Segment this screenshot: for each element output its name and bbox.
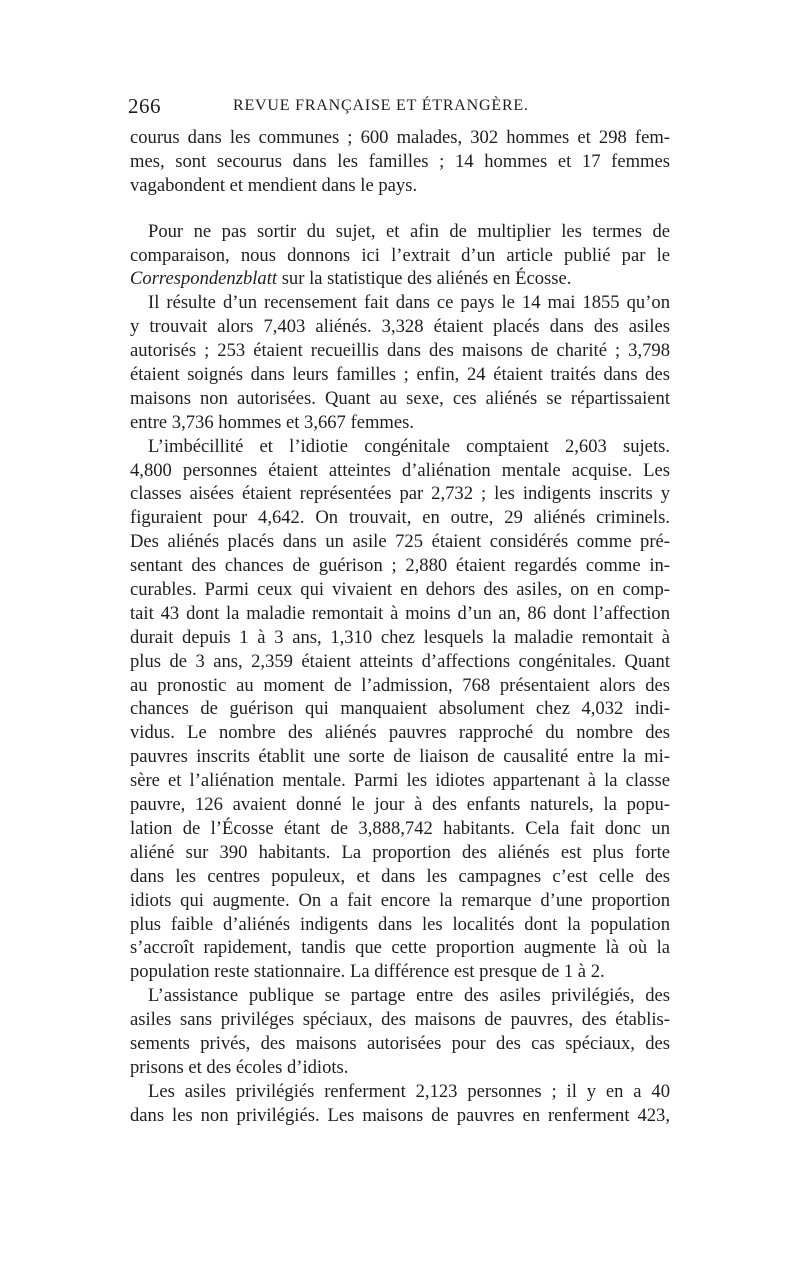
body-text	[130, 126, 670, 1128]
text-line: Des aliénés placés dans un asile 725 étaient considérés comme pré-	[130, 531, 670, 553]
text-line: y trouvait alors 7,403 aliénés. 3,328 étaient placés dans des asiles	[130, 316, 670, 338]
text-line: au pronostic au moment de l’admission, 768 présentaient alors des	[130, 674, 670, 696]
text-line: plus de 3 ans, 2,359 étaient atteints d’affections congénitales. Quant	[130, 650, 670, 672]
text-line: asiles sans priviléges spéciaux, des maisons de pauvres, des établis-	[130, 1009, 670, 1031]
text-line: maisons non autorisées. Quant au sexe, ces aliénés se répartissaient	[130, 387, 670, 409]
text-line: sentant des chances de guérison ; 2,880 étaient regardés comme in-	[130, 555, 670, 577]
text-line: pauvres inscrits établit une sorte de liaison de causalité entre la mi-	[130, 746, 670, 768]
paragraph-gap	[130, 198, 670, 220]
text-line: lation de l’Écosse étant de 3,888,742 habitants. Cela fait donc un	[130, 817, 670, 839]
text-line: dans les non privilégiés. Les maisons de pauvres en renferment 423,	[130, 1104, 670, 1126]
text-line: courus dans les communes ; 600 malades, 302 hommes et 298 fem-	[130, 127, 670, 148]
text-line: 4,800 personnes étaient atteintes d’aliénation mentale acquise. Les	[130, 459, 670, 481]
text-line: chances de guérison qui manquaient absolument chez 4,032 indi-	[130, 698, 670, 720]
text-line: tait 43 dont la maladie remontait à moins d’un an, 86 dont l’affection	[130, 602, 670, 624]
text-line: dans les centres populeux, et dans les campagnes c’est celle des	[130, 865, 670, 887]
text-line: Les asiles privilégiés renferment 2,123 personnes ; il y en a 40	[148, 1080, 670, 1102]
text-line: entre 3,736 hommes et 3,667 femmes.	[130, 411, 415, 433]
page-header	[128, 94, 668, 118]
text-line: Pour ne pas sortir du sujet, et afin de multiplier les termes de	[148, 220, 670, 242]
page-number: 266	[128, 94, 161, 118]
text-line: étaient soignés dans leurs familles ; enfin, 24 étaient traités dans des	[130, 364, 670, 386]
text-line: aliéné sur 390 habitants. La proportion des aliénés est plus forte	[130, 841, 670, 863]
text-line: autorisés ; 253 étaient recueillis dans des maisons de charité ; 3,798	[130, 340, 670, 362]
text-line: prisons et des écoles d’idiots.	[130, 1056, 349, 1078]
text-line: L’assistance publique se partage entre des asiles privilégiés, des	[148, 985, 670, 1007]
text-line: sements privés, des maisons autorisées pour des cas spéciaux, des	[130, 1032, 670, 1054]
text-line: vagabondent et mendient dans le pays.	[130, 174, 418, 196]
text-line: idiots qui augmente. On a fait encore la remarque d’une proportion	[130, 889, 670, 911]
text-line: curables. Parmi ceux qui vivaient en dehors des asiles, on en comp-	[130, 579, 670, 601]
text-line: L’imbécillité et l’idiotie congénitale comptaient 2,603 sujets.	[148, 435, 670, 457]
text-line: classes aisées étaient représentées par 2,732 ; les indigents inscrits y	[130, 483, 670, 505]
text-line: pauvre, 126 avaient donné le jour à des enfants naturels, la popu-	[130, 794, 670, 816]
text-line-with-italic	[130, 267, 670, 291]
text-line: plus faible d’aliénés indigents dans les localités dont la population	[130, 913, 670, 935]
text-line: population reste stationnaire. La différence est presque de 1 à 2.	[130, 961, 605, 983]
running-title: REVUE FRANÇAISE ET ÉTRANGÈRE.	[233, 97, 529, 114]
text-line: vidus. Le nombre des aliénés pauvres rapproché du nombre des	[130, 722, 670, 744]
text-line: figuraient pour 4,642. On trouvait, en outre, 29 aliénés criminels.	[130, 507, 670, 529]
text-line: comparaison, nous donnons ici l’extrait d’un article publié par le	[130, 244, 670, 266]
text-line: mes, sont secourus dans les familles ; 14 hommes et 17 femmes	[130, 150, 670, 172]
text-line: sère et l’aliénation mentale. Parmi les idiotes appartenant à la classe	[130, 770, 670, 792]
text-line: s’accroît rapidement, tandis que cette proportion augmente là où la	[130, 937, 670, 959]
italic-title: Correspondenzblatt	[130, 268, 278, 290]
text-line-rest: sur la statistique des aliénés en Écosse.	[277, 268, 572, 290]
text-line: durait depuis 1 à 3 ans, 1,310 chez lesquels la maladie remontait à	[130, 626, 670, 648]
text-line: Il résulte d’un recensement fait dans ce pays le 14 mai 1855 qu’on	[148, 292, 670, 314]
